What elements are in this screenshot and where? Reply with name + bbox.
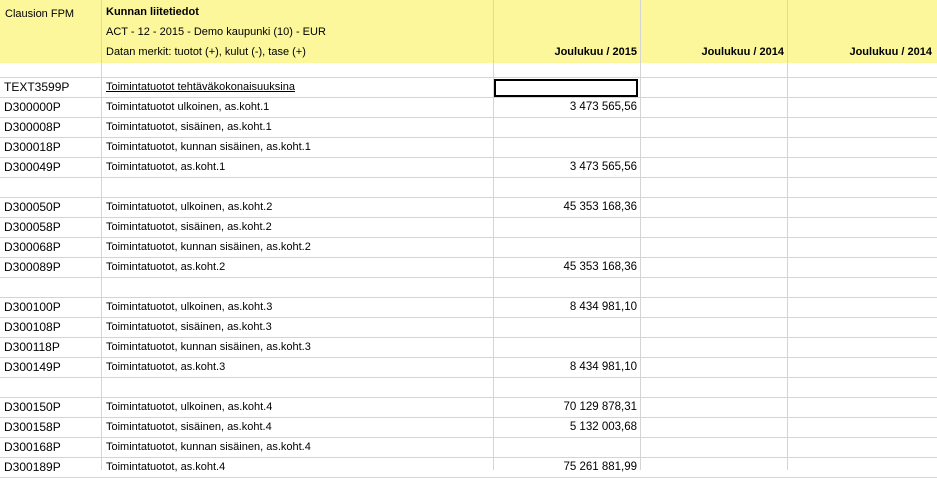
table-row[interactable] — [0, 298, 937, 318]
table-row[interactable] — [0, 338, 937, 358]
row-description[interactable]: Toimintatuotot, kunnan sisäinen, as.koht.2 — [106, 241, 311, 253]
row-description[interactable]: Toimintatuotot ulkoinen, as.koht.1 — [106, 101, 270, 113]
row-code[interactable]: D300050P — [4, 200, 61, 214]
row-code[interactable]: D300018P — [4, 140, 61, 154]
row-value-2015[interactable]: 3 473 565,56 — [569, 161, 637, 173]
row-code[interactable]: D300118P — [4, 340, 60, 354]
row-value-2015[interactable]: 8 434 981,10 — [569, 301, 637, 313]
row-description[interactable]: Toimintatuotot, as.koht.3 — [106, 361, 226, 373]
row-description[interactable]: Toimintatuotot, as.koht.4 — [106, 461, 226, 473]
row-value-2015[interactable]: 75 261 881,99 — [563, 461, 637, 473]
table-row[interactable] — [0, 178, 937, 198]
table-row[interactable] — [0, 378, 937, 398]
row-code[interactable]: D300149P — [4, 360, 61, 374]
table-row[interactable] — [0, 358, 937, 378]
row-value-2015[interactable]: 45 353 168,36 — [563, 261, 637, 273]
row-description[interactable]: Toimintatuotot, sisäinen, as.koht.2 — [106, 221, 272, 233]
row-description[interactable]: Toimintatuotot, kunnan sisäinen, as.koht.1 — [106, 141, 311, 153]
table-row[interactable] — [0, 158, 937, 178]
row-description[interactable]: Toimintatuotot, ulkoinen, as.koht.2 — [106, 201, 273, 213]
row-description[interactable]: Toimintatuotot, as.koht.1 — [106, 161, 226, 173]
row-code[interactable]: D300189P — [4, 460, 61, 474]
table-row[interactable] — [0, 398, 937, 418]
report-title: Kunnan liitetiedot — [106, 6, 199, 18]
row-value-2015[interactable]: 5 132 003,68 — [569, 421, 637, 433]
row-code[interactable]: D300158P — [4, 420, 61, 434]
table-row[interactable] — [0, 238, 937, 258]
row-code[interactable]: D300058P — [4, 220, 61, 234]
row-code[interactable]: D300049P — [4, 160, 61, 174]
table-row[interactable] — [0, 258, 937, 278]
row-description[interactable]: Toimintatuotot, sisäinen, as.koht.1 — [106, 121, 272, 133]
row-code[interactable]: D300108P — [4, 320, 61, 334]
row-code[interactable]: D300150P — [4, 400, 61, 414]
data-signs-note: Datan merkit: tuotot (+), kulut (-), tase (+) — [106, 46, 306, 58]
app-label: Clausion FPM — [5, 8, 75, 20]
table-row[interactable] — [0, 438, 937, 458]
column-header-dec-2014-b: Joulukuu / 2014 — [849, 46, 932, 58]
row-description[interactable]: Toimintatuotot, kunnan sisäinen, as.koht.3 — [106, 341, 311, 353]
row-code[interactable]: D300068P — [4, 240, 61, 254]
row-value-2015[interactable]: 70 129 878,31 — [563, 401, 637, 413]
table-row[interactable] — [0, 198, 937, 218]
row-code[interactable]: D300089P — [4, 260, 61, 274]
row-value-2015[interactable]: 8 434 981,10 — [569, 361, 637, 373]
row-code[interactable]: D300008P — [4, 120, 61, 134]
row-code[interactable]: TEXT3599P — [4, 80, 70, 94]
row-description[interactable]: Toimintatuotot, ulkoinen, as.koht.3 — [106, 301, 273, 313]
table-row[interactable] — [0, 458, 937, 478]
report-header — [0, 0, 937, 63]
table-row[interactable] — [0, 78, 937, 98]
row-value-2015[interactable]: 3 473 565,56 — [569, 101, 637, 113]
selected-cell[interactable] — [494, 79, 638, 97]
table-row[interactable] — [0, 118, 937, 138]
row-code[interactable]: D300168P — [4, 440, 61, 454]
report-subtitle: ACT - 12 - 2015 - Demo kaupunki (10) - EUR — [106, 26, 326, 38]
table-row[interactable] — [0, 278, 937, 298]
table-row[interactable] — [0, 138, 937, 158]
row-description[interactable]: Toimintatuotot, ulkoinen, as.koht.4 — [106, 401, 273, 413]
row-description[interactable]: Toimintatuotot, sisäinen, as.koht.4 — [106, 421, 272, 433]
table-row[interactable] — [0, 318, 937, 338]
table-row[interactable] — [0, 418, 937, 438]
row-code[interactable]: D300100P — [4, 300, 61, 314]
row-description[interactable]: Toimintatuotot, as.koht.2 — [106, 261, 226, 273]
row-code[interactable]: D300000P — [4, 100, 61, 114]
table-row[interactable] — [0, 98, 937, 118]
column-header-dec-2014: Joulukuu / 2014 — [701, 46, 784, 58]
table-row[interactable] — [0, 63, 937, 78]
column-header-dec-2015: Joulukuu / 2015 — [554, 46, 637, 58]
row-description[interactable]: Toimintatuotot tehtäväkokonaisuuksina — [106, 81, 295, 93]
row-description[interactable]: Toimintatuotot, sisäinen, as.koht.3 — [106, 321, 272, 333]
row-value-2015[interactable]: 45 353 168,36 — [563, 201, 637, 213]
row-description[interactable]: Toimintatuotot, kunnan sisäinen, as.koht.4 — [106, 441, 311, 453]
table-row[interactable] — [0, 218, 937, 238]
